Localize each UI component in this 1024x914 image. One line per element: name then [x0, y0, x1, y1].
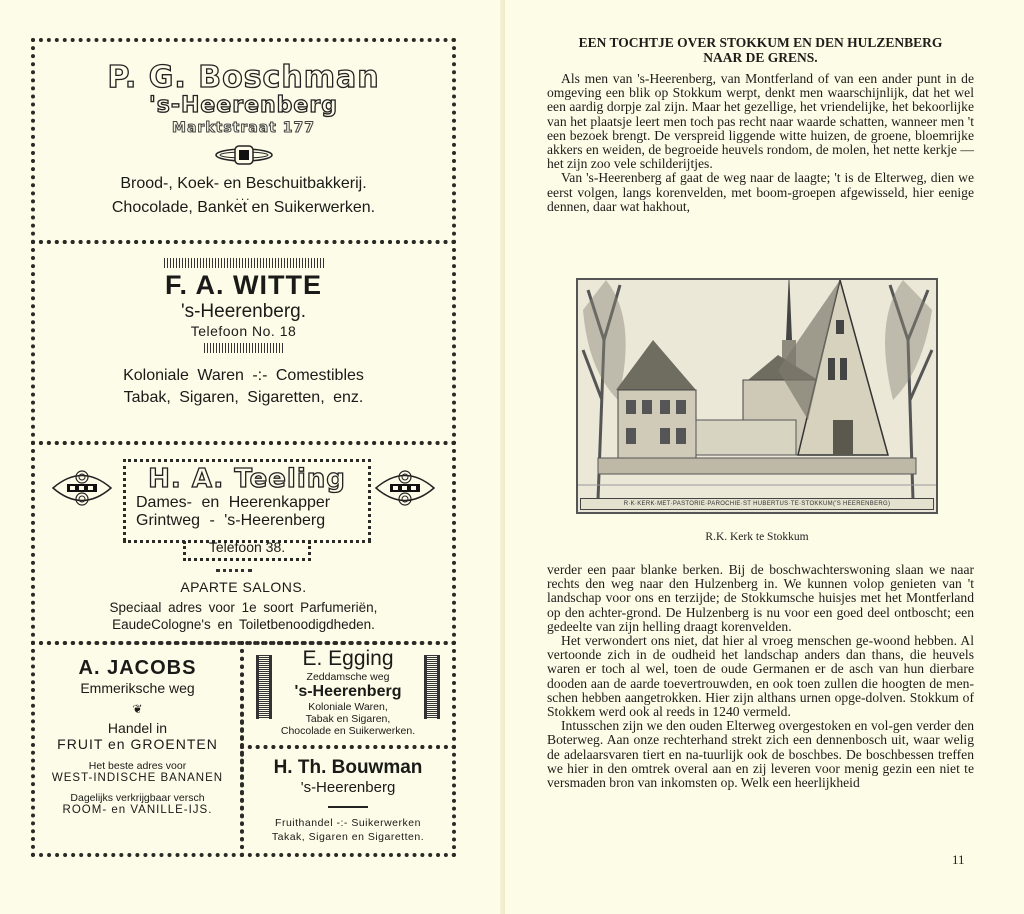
- ad-jacobs: [31, 641, 244, 857]
- ad-teeling-phone: Telefoon 38.: [208, 539, 286, 555]
- ad-boschman-separator: ...: [235, 189, 252, 203]
- ad-bouwman-town: 's-Heerenberg: [300, 779, 396, 796]
- diamond-ornament-icon: [51, 467, 113, 509]
- ad-jacobs-line4: WEST-INDISCHE BANANEN: [51, 772, 224, 784]
- ad-witte-town: 's-Heerenberg.: [180, 301, 307, 322]
- ad-bouwman: [240, 745, 456, 857]
- ad-witte-line1: Koloniale Waren -:- Comestibles: [123, 367, 364, 384]
- ad-jacobs-line2: FRUIT en GROENTEN: [57, 736, 218, 752]
- decorative-column-right: [424, 655, 440, 719]
- ad-teeling-line4: EaudeCologne's en Toiletbenoodigdheden.: [112, 617, 375, 632]
- divider: [328, 806, 368, 808]
- ad-teeling-details: [35, 599, 452, 633]
- ad-teeling-heading: APARTE SALONS.: [180, 579, 307, 595]
- article-title-line2: NAAR DE GRENS.: [703, 50, 818, 65]
- ad-teeling: [31, 441, 456, 645]
- ad-witte-phone: Telefoon No. 18: [190, 323, 297, 339]
- ad-boschman-street: Marktstraat 177: [172, 120, 315, 136]
- ad-egging-line2: Tabak en Sigaren,: [305, 713, 391, 725]
- ad-teeling-phone-frame: [183, 541, 311, 561]
- ad-egging-street: Zeddamsche weg: [306, 671, 390, 683]
- page-number: 11: [952, 852, 965, 867]
- article-title-line1: EEN TOCHTJE OVER STOKKUM EN DEN HULZENBERG: [578, 35, 943, 50]
- ad-witte-name: F. A. WITTE: [165, 270, 322, 300]
- ad-jacobs-line3: Het beste adres voor: [88, 760, 187, 772]
- church-drawing-icon: [578, 280, 936, 500]
- decorative-column-left: [256, 655, 272, 719]
- ad-boschman: [31, 38, 456, 244]
- church-illustration: [576, 278, 938, 514]
- article-paragraph: verder een paar blanke berken. Bij de boschwachterswoning slaan we naar rechts den weg naar den Hulzenberg in. We kunnen volop genieten van 't landschap voor ons en terzijde; de Stokkumsche huisjes met het Montferland op den achter-grond. De Hulzenberg is nu voor een goed deel ontboscht; een gedeelte van zijn helling draagt korenvelden.: [547, 562, 974, 634]
- decorative-bars: [164, 258, 324, 268]
- decorative-bars: [204, 343, 284, 353]
- ad-jacobs-line5: Dagelijks verkrijgbaar versch: [70, 792, 205, 804]
- ad-teeling-line1: Dames- en Heerenkapper: [136, 494, 331, 511]
- article-top: [547, 35, 974, 214]
- scroll-ornament-icon: ❦: [132, 702, 143, 716]
- ad-boschman-name: P. G. Boschman: [107, 60, 380, 95]
- ad-bouwman-line2: Takak, Sigaren en Sigaretten.: [271, 831, 425, 843]
- ad-boschman-line2: Chocolade, Banket en Suikerwerken.: [111, 199, 376, 216]
- ad-egging-line1: Koloniale Waren,: [308, 701, 388, 713]
- article-bottom: [547, 563, 974, 790]
- ad-boschman-line1: Brood-, Koek- en Beschuitbakkerij.: [120, 175, 367, 192]
- ad-jacobs-line1: Handel in: [107, 720, 168, 736]
- article-title: [547, 35, 974, 65]
- ad-egging-town: 's-Heerenberg: [294, 683, 402, 700]
- ad-boschman-town: 's-Heerenberg: [149, 93, 338, 118]
- ad-teeling-frame: [123, 459, 371, 541]
- article-paragraph: Van 's-Heerenberg af gaat de weg naar de laagte; 't is de Elterweg, dien we eerst volgen, langs korenvelden, met boom-groepen afgewisseld, hier eenige dennen, daar wat hakhout,: [547, 170, 974, 214]
- ad-teeling-line2: Grintweg - 's-Heerenberg: [136, 512, 326, 529]
- article-paragraph: Als men van 's-Heerenberg, van Montferland of van een ander punt in de omgeving een blik op Stokkum werpt, denkt men waarschijnlijk, dat het wel een aardig dorpje zal zijn. Maar het gezellige, het vriendelijke, het bekoorlijke van het plaatsje leert men toch pas recht naar waarde schatten, wanneer men 't een bezoek brengt. De verspreid liggende witte huizen, de groene, bloemrijke akkers en weiden, de begroeide heuvels rondom, de molen, het nette kerkje — het zijn zoo vele schilderijtjes.: [547, 71, 974, 172]
- illustration-inscription: R·K·KERK·MET·PASTORIE·PAROCHIE·ST HUBERTUS·TE·STOKKUM('S HEERENBERG): [580, 498, 934, 510]
- ad-egging-name: E. Egging: [302, 647, 394, 670]
- left-page: [0, 0, 505, 914]
- diamond-ornament-icon: [374, 467, 436, 509]
- ad-jacobs-name: A. JACOBS: [78, 657, 197, 679]
- ad-teeling-name: H. A. Teeling: [148, 464, 346, 494]
- ad-jacobs-street: Emmeriksche weg: [80, 680, 195, 696]
- ad-teeling-line3: Speciaal adres voor 1e soort Parfumeriën,: [109, 600, 378, 615]
- figure-caption: R.K. Kerk te Stokkum: [705, 531, 809, 543]
- ad-egging-line3: Chocolade en Suikerwerken.: [280, 725, 416, 737]
- ad-bouwman-name: H. Th. Bouwman: [273, 757, 423, 778]
- ad-egging: [240, 641, 456, 749]
- ad-jacobs-line6: ROOM- en VANILLE-IJS.: [62, 804, 213, 816]
- ad-bouwman-line1: Fruithandel -:- Suikerwerken: [275, 817, 421, 829]
- article-paragraph: Intusschen zijn we den ouden Elterweg overgestoken en vol-gen verder den Boterweg. Aan onze rechterhand strekt zich een dennenbosch uit, waar welig de adelaarsvaren tiert en na-tuurlijk ook de boschbes. De boschbessen treffen we hier in den omtrek overal aan en zij leveren voor menig gezin een niet te versmaden bron van inkomsten op. Welk een heerlijkheid: [547, 718, 974, 791]
- article-paragraph: Het verwondert ons niet, dat hier al vroeg menschen ge-woond hebben. Al vertoonde zich in de oudheid het landschap anders dan thans, die heuvels waren er toch al wel, toen de oude Germanen er de asch van hun dierbare dooden aan de aarde toevertrouwden, en ook toen zullen die hoogten de men-schen hebben aangetrokken. Hier zijn althans urnen opge-dolven. Stokkum of Stokkem werd ook al reeds in 1240 vermeld.: [547, 633, 974, 720]
- ad-witte: [31, 240, 456, 445]
- ad-witte-line2: Tabak, Sigaren, Sigaretten, enz.: [123, 389, 364, 406]
- dotted-separator: [216, 569, 252, 572]
- ornament-emblem-icon: [214, 144, 274, 166]
